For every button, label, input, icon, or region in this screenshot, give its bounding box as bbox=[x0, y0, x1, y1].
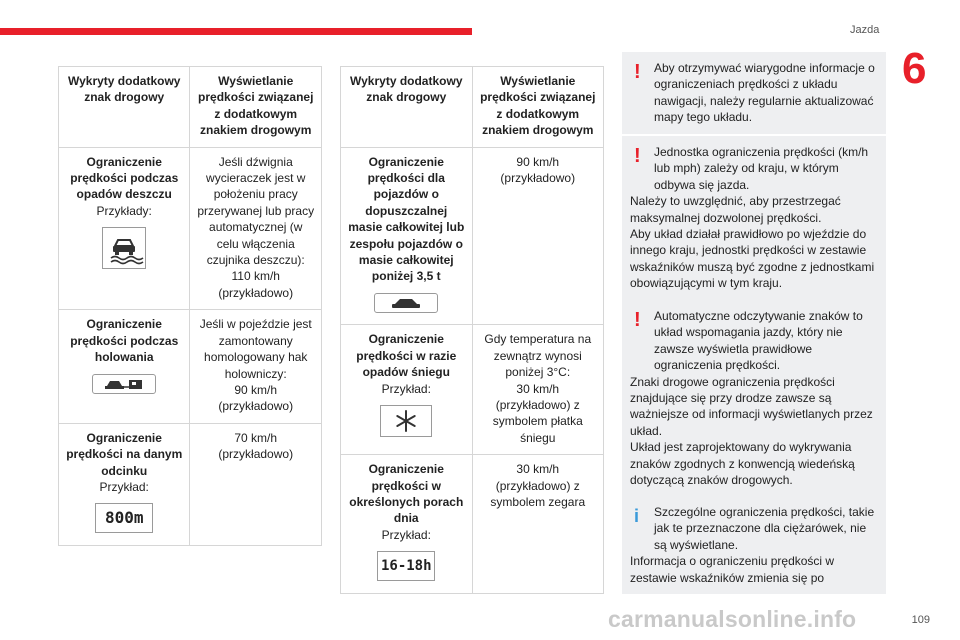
rain-road-icon bbox=[102, 227, 146, 269]
row-title: Ograniczenie prędkości podczas opadów deszczu bbox=[70, 154, 179, 202]
note-text: Informacja o ograniczeniu prędkości w zestawie wskaźników zmienia się po bbox=[630, 554, 835, 585]
row-note: (przykładowo) bbox=[218, 399, 294, 414]
warning-note bbox=[622, 300, 886, 496]
row-example: Przykład: bbox=[381, 381, 431, 396]
time-sign-icon bbox=[377, 551, 435, 581]
table-header: Wyświetlanie prędkości związanej z dodatkowym znakiem drogowym bbox=[190, 67, 322, 148]
table-row bbox=[341, 325, 604, 455]
car-trailer-icon bbox=[92, 374, 156, 394]
note-text: Automatyczne odczytywanie znaków to układ wspomagania jazdy, który nie zawsze wyświetla prawidłowe ograniczenia prędkości. bbox=[654, 309, 863, 373]
table-row bbox=[341, 455, 604, 594]
table-row bbox=[341, 147, 604, 325]
watermark: carmanualsonline.info bbox=[608, 606, 857, 632]
row-note: (przykładowo) bbox=[500, 171, 576, 186]
row-example: Przykład: bbox=[99, 479, 149, 494]
row-title: Ograniczenie prędkości w razie opadów śniegu bbox=[356, 332, 457, 380]
row-title: Ograniczenie prędkości dla pojazdów o dopuszczalnej masie całkowitej lub zespołu pojazdów o masie całkowitej poniżej 3,5 t bbox=[348, 154, 465, 284]
row-title: Ograniczenie prędkości na danym odcinku bbox=[66, 430, 183, 478]
note-text: Jednostka ograniczenia prędkości (km/h lub mph) zależy od kraju, w którym odbywa się jazda. bbox=[654, 145, 869, 192]
table-row bbox=[59, 147, 322, 310]
note-text: Aby układ działał prawidłowo po wjeździe do innego kraju, jednostki prędkości w zestawie wskaźników muszą być zgodne z jednostkami obowiązującymi w tym kraju. bbox=[630, 227, 875, 291]
info-note bbox=[622, 496, 886, 594]
row-value: 110 km/h bbox=[231, 269, 280, 284]
distance-sign-text: 800m bbox=[104, 508, 144, 528]
row-value: 70 km/h bbox=[234, 430, 278, 445]
row-value: 30 km/h bbox=[516, 381, 560, 396]
warning-note bbox=[622, 52, 886, 134]
row-value: 90 km/h bbox=[516, 154, 560, 169]
row-example: Przykłady: bbox=[96, 203, 152, 218]
section-title: Jazda bbox=[850, 24, 880, 36]
car-icon bbox=[374, 293, 438, 313]
row-note: (przykładowo) z symbolem zegara bbox=[490, 478, 586, 509]
note-text: Układ jest zaprojektowany do wykrywania znaków zgodnych z konwencją wiedeńską dotyczącą znaków drogowych. bbox=[630, 440, 855, 488]
row-description: Jeśli dźwignia wycieraczek jest w położeniu pracy przerywanej lub pracy automatycznej (w celu włączenia czujnika deszczu): bbox=[197, 154, 315, 268]
row-value: 90 km/h bbox=[234, 382, 278, 397]
time-sign-text: 16-18h bbox=[380, 558, 432, 575]
note-text: Znaki drogowe ograniczenia prędkości znajdujące się przy drodze zawsze są ważniejsze od informacji wyświetlanych przez układ. bbox=[630, 374, 873, 438]
table-header: Wyświetlanie prędkości związanej z dodatkowym znakiem drogowym bbox=[472, 67, 603, 148]
warning-icon: ! bbox=[634, 61, 641, 83]
warning-note bbox=[622, 136, 886, 300]
row-example: Przykład: bbox=[381, 527, 431, 542]
table-row bbox=[59, 310, 322, 423]
info-icon: i bbox=[634, 506, 640, 526]
warning-icon: ! bbox=[634, 145, 641, 167]
header-accent-bar bbox=[0, 28, 472, 35]
warning-icon: ! bbox=[634, 309, 641, 331]
note-text: Należy to uwzględnić, aby przestrzegać maksymalnej dozwolonej prędkości. bbox=[630, 194, 841, 225]
row-value: 30 km/h bbox=[516, 462, 560, 477]
row-note: (przykładowo) bbox=[218, 447, 294, 462]
row-description: Jeśli w pojeździe jest zamontowany homologowany hak holowniczy: bbox=[199, 317, 312, 381]
snowflake-icon bbox=[380, 405, 432, 437]
row-title: Ograniczenie prędkości podczas holowania bbox=[70, 317, 179, 365]
note-text: Aby otrzymywać wiarygodne informacje o ograniczeniach prędkości z układu nawigacji, należy regularnie aktualizować mapy tego układu. bbox=[654, 61, 875, 125]
table-header: Wykryty dodatkowy znak drogowy bbox=[59, 67, 190, 148]
row-note: (przykładowo) z symbolem płatka śniegu bbox=[492, 397, 583, 445]
sign-table-right bbox=[340, 66, 604, 594]
row-description: Gdy temperatura na zewnątrz wynosi poniżej 3°C: bbox=[484, 332, 592, 380]
table-header: Wykryty dodatkowy znak drogowy bbox=[341, 67, 473, 148]
row-title: Ograniczenie prędkości w określonych porach dnia bbox=[349, 462, 464, 526]
note-text: Szczególne ograniczenia prędkości, takie jak te przeznaczone dla ciężarówek, nie są wyświetlane. bbox=[654, 505, 875, 552]
chapter-number: 6 bbox=[902, 44, 927, 93]
row-note: (przykładowo) bbox=[218, 285, 294, 300]
distance-sign-icon bbox=[95, 503, 153, 533]
table-row bbox=[59, 423, 322, 546]
page-number: 109 bbox=[911, 614, 930, 626]
sign-table-left bbox=[58, 66, 322, 546]
